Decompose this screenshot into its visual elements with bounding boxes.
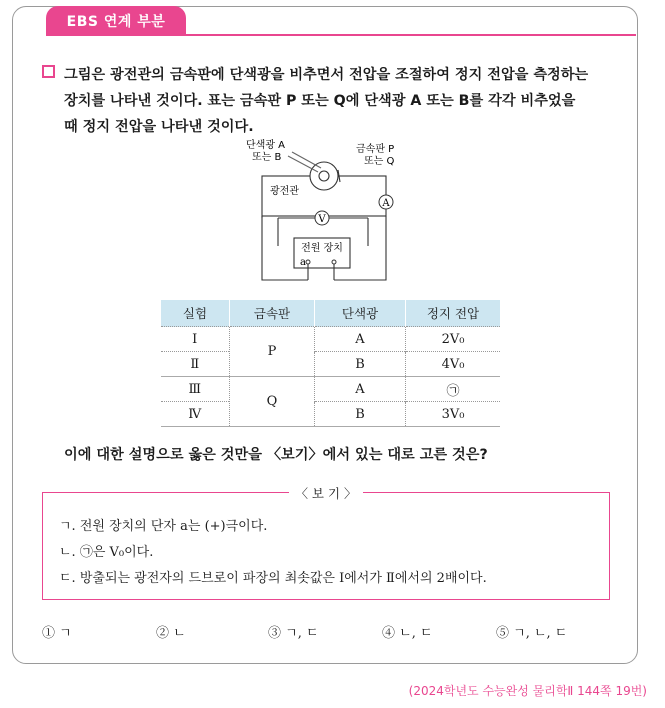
th-plate: 금속판 xyxy=(230,300,315,327)
plate-label-2: 또는 Q xyxy=(364,156,395,167)
option-2[interactable]: ② ㄴ xyxy=(156,626,186,641)
cell-voltage: ㉠ xyxy=(406,377,501,402)
cell-exp: Ⅲ xyxy=(161,377,230,402)
light-label: 단색광 A xyxy=(246,140,285,151)
question-text xyxy=(42,62,622,140)
question-line-1: 그림은 광전관의 금속판에 단색광을 비추면서 전압을 조절하여 정지 전압을 측정하는 xyxy=(64,67,589,83)
cell-exp: Ⅳ xyxy=(161,402,230,427)
bogi-title-wrap xyxy=(43,484,609,502)
plate-label: 금속판 P xyxy=(356,144,395,155)
option-4[interactable]: ④ ㄴ, ㄷ xyxy=(382,626,433,641)
bogi-title: 〈 보 기 〉 xyxy=(289,486,362,501)
circuit-diagram xyxy=(228,138,418,290)
question-line-2: 장치를 나타낸 것이다. 표는 금속판 P 또는 Q에 단색광 A 또는 B를 각각 비추었을 xyxy=(64,93,576,109)
th-light: 단색광 xyxy=(315,300,406,327)
cell-voltage: 2V₀ xyxy=(406,327,501,352)
prompt-text: 이에 대한 설명으로 옳은 것만을 〈보기〉에서 있는 대로 고른 것은? xyxy=(64,447,488,463)
cell-exp: Ⅰ xyxy=(161,327,230,352)
section-tab: EBS 연계 부분 xyxy=(46,6,186,36)
cell-light: B xyxy=(315,352,406,377)
cell-voltage: 3V₀ xyxy=(406,402,501,427)
cell-voltage: 4V₀ xyxy=(406,352,501,377)
phototube-label: 광전관 xyxy=(270,186,299,197)
source-citation: (2024학년도 수능완성 물리학Ⅱ 144쪽 19번) xyxy=(408,684,647,698)
cell-light: A xyxy=(315,327,406,352)
bogi-box xyxy=(42,486,610,600)
ammeter-label: A xyxy=(382,198,390,209)
option-3[interactable]: ③ ㄱ, ㄷ xyxy=(268,626,319,641)
square-bullet-icon xyxy=(42,65,55,78)
voltmeter-label: V xyxy=(318,214,326,225)
cell-plate: P xyxy=(230,327,315,377)
terminal-label: a xyxy=(300,257,306,268)
option-1[interactable]: ① ㄱ xyxy=(42,626,72,641)
option-5[interactable]: ⑤ ㄱ, ㄴ, ㄷ xyxy=(496,626,568,641)
stopping-voltage-table xyxy=(160,300,500,427)
cell-exp: Ⅱ xyxy=(161,352,230,377)
question-line-3: 때 정지 전압을 나타낸 것이다. xyxy=(64,119,254,135)
cell-plate: Q xyxy=(230,377,315,427)
power-supply-label: 전원 장치 xyxy=(301,243,343,254)
light-label-2: 또는 B xyxy=(252,152,282,163)
cell-light: B xyxy=(315,402,406,427)
bogi-item-2: ㄴ. ㉠은 V₀이다. xyxy=(59,545,154,560)
bogi-item-1: ㄱ. 전원 장치의 단자 a는 (+)극이다. xyxy=(59,519,268,534)
header-rule xyxy=(46,34,636,36)
th-voltage: 정지 전압 xyxy=(406,300,501,327)
th-exp: 실험 xyxy=(161,300,230,327)
bogi-item-3: ㄷ. 방출되는 광전자의 드브로이 파장의 최솟값은 Ⅰ에서가 Ⅱ에서의 2배이다. xyxy=(59,571,487,586)
cell-light: A xyxy=(315,377,406,402)
